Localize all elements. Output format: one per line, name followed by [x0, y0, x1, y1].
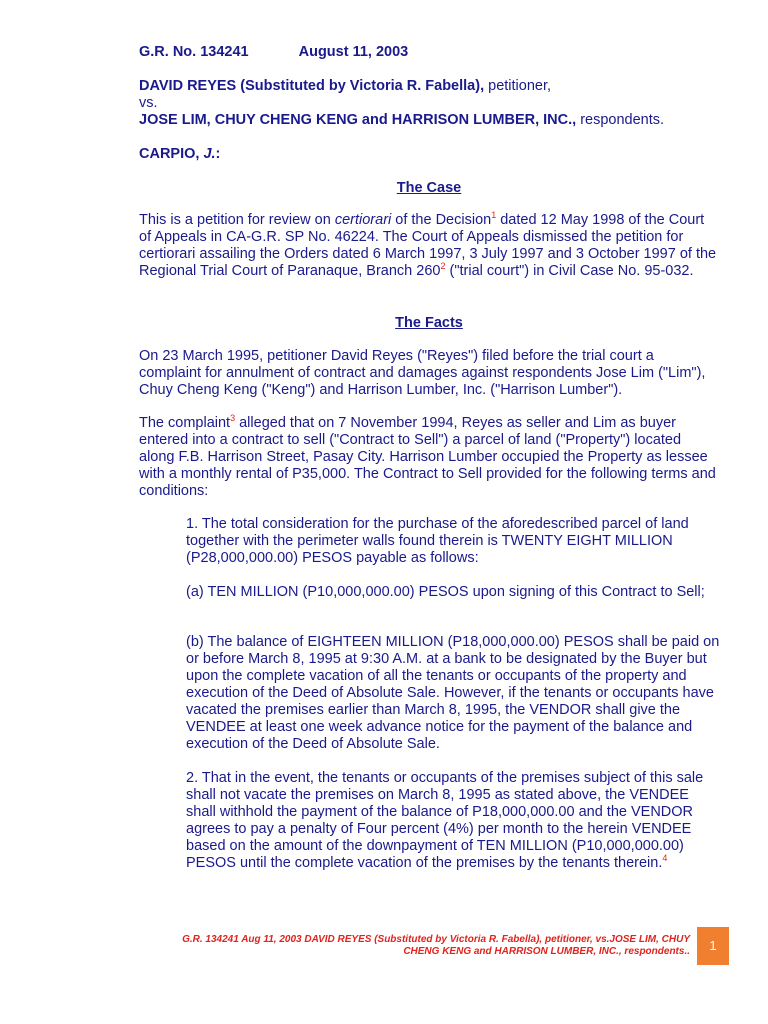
heading-the-facts: The Facts [395, 315, 463, 331]
decision-date: August 11, 2003 [298, 44, 409, 60]
petitioner-line [139, 78, 719, 95]
petitioner-name: DAVID REYES (Substituted by Victoria R. Fabella), [139, 78, 485, 94]
ponente-colon: : [215, 146, 221, 162]
case-text-1: This is a petition for review on [139, 212, 335, 228]
quote-paragraph-a: (a) TEN MILLION (P10,000,000.00) PESOS upon signing of this Contract to Sell; [186, 584, 705, 600]
case-text-2: of the Decision [391, 212, 492, 228]
respondents-line [139, 112, 719, 129]
respondents-name: JOSE LIM, CHUY CHENG KENG and HARRISON LUMBER, INC., [139, 112, 577, 128]
facts-paragraph-1: On 23 March 1995, petitioner David Reyes ("Reyes") filed before the trial court a complaint for annulment of contract and damages against respondents Jose Lim ("Lim"), Chuy Cheng Keng ("Keng") and Harrison Lumber, Inc. ("Harrison Lumber"). [139, 348, 706, 398]
case-paragraph [139, 212, 719, 280]
facts-paragraph-2 [139, 415, 719, 500]
gr-number: G.R. No. 134241 [139, 44, 249, 60]
footnote-ref-1[interactable]: 1 [491, 210, 497, 221]
respondents-role: respondents. [580, 112, 665, 128]
quote-text-2: 2. That in the event, the tenants or occupants of the premises subject of this sale shall not vacate the premises on March 8, 1995 as stated above, the VENDEE shall withhold the payment of the balance of P18,000,000.00 and the VENDOR agrees to pay a penalty of Four percent (4%) per month to the herein VENDEE based on the amount of the downpayment of TEN MILLION (P10,000,000.00) PESOS until the complete vacation of the premises by the tenants therein. [186, 770, 704, 871]
case-text-italic: certiorari [334, 212, 392, 228]
facts-text-2: alleged that on 7 November 1994, Reyes as seller and Lim as buyer entered into a contract to sell ("Contract to Sell") a parcel of land ("Property") located along F.B. Harrison Street, Pasay City. Harrison Lumber occupied the Property as lessee with a monthly rental of P35,000. The Contract to Sell provided for the following terms and conditions: [139, 415, 716, 499]
petitioner-role: petitioner, [488, 78, 552, 94]
page-footer [140, 934, 690, 958]
facts-text-1: The complaint [139, 415, 231, 431]
ponente-name: CARPIO, [139, 146, 204, 162]
heading-the-case: The Case [396, 180, 462, 196]
quote-paragraph-2 [186, 770, 721, 872]
ponente-initial: J. [203, 146, 216, 162]
case-header [139, 44, 719, 61]
case-text-4: ("trial court") in Civil Case No. 95-032. [445, 263, 694, 279]
footer-line-2: CHENG KENG and HARRISON LUMBER, INC., respondents.. [403, 946, 690, 957]
case-text-3: dated 12 May 1998 of the Court of Appeals in CA-G.R. SP No. 46224. The Court of Appeals dismissed the petition for certiorari assailing the Orders dated 6 March 1997, 3 July 1997 and 3 October 1997 of the Regional Trial Court of Paranaque, Branch 260 [139, 212, 717, 279]
versus-line: vs. [139, 95, 158, 111]
footnote-ref-2[interactable]: 2 [440, 261, 446, 272]
footnote-ref-4[interactable]: 4 [662, 853, 668, 864]
quote-paragraph-b: (b) The balance of EIGHTEEN MILLION (P18,000,000.00) PESOS shall be paid on or before March 8, 1995 at 9:30 A.M. at a bank to be designated by the Buyer but upon the complete vacation of all the tenants or occupants of the property and execution of the Deed of Absolute Sale. However, if the tenants or occupants have vacated the premises earlier than March 8, 1995, the VENDOR shall give the VENDEE at least one week advance notice for the payment of the balance and execution of the Deed of Absolute Sale. [186, 634, 720, 752]
footnote-ref-3[interactable]: 3 [230, 413, 236, 424]
quote-paragraph-1: 1. The total consideration for the purchase of the aforedescribed parcel of land together with the perimeter walls found therein is TWENTY EIGHT MILLION (P28,000,000.00) PESOS payable as follows: [186, 516, 689, 566]
page-number-badge: 1 [697, 927, 729, 965]
ponente [139, 146, 719, 163]
footer-line-1: G.R. 134241 Aug 11, 2003 DAVID REYES (Substituted by Victoria R. Fabella), petitioner, vs.JOSE LIM, CHUY [182, 934, 690, 945]
